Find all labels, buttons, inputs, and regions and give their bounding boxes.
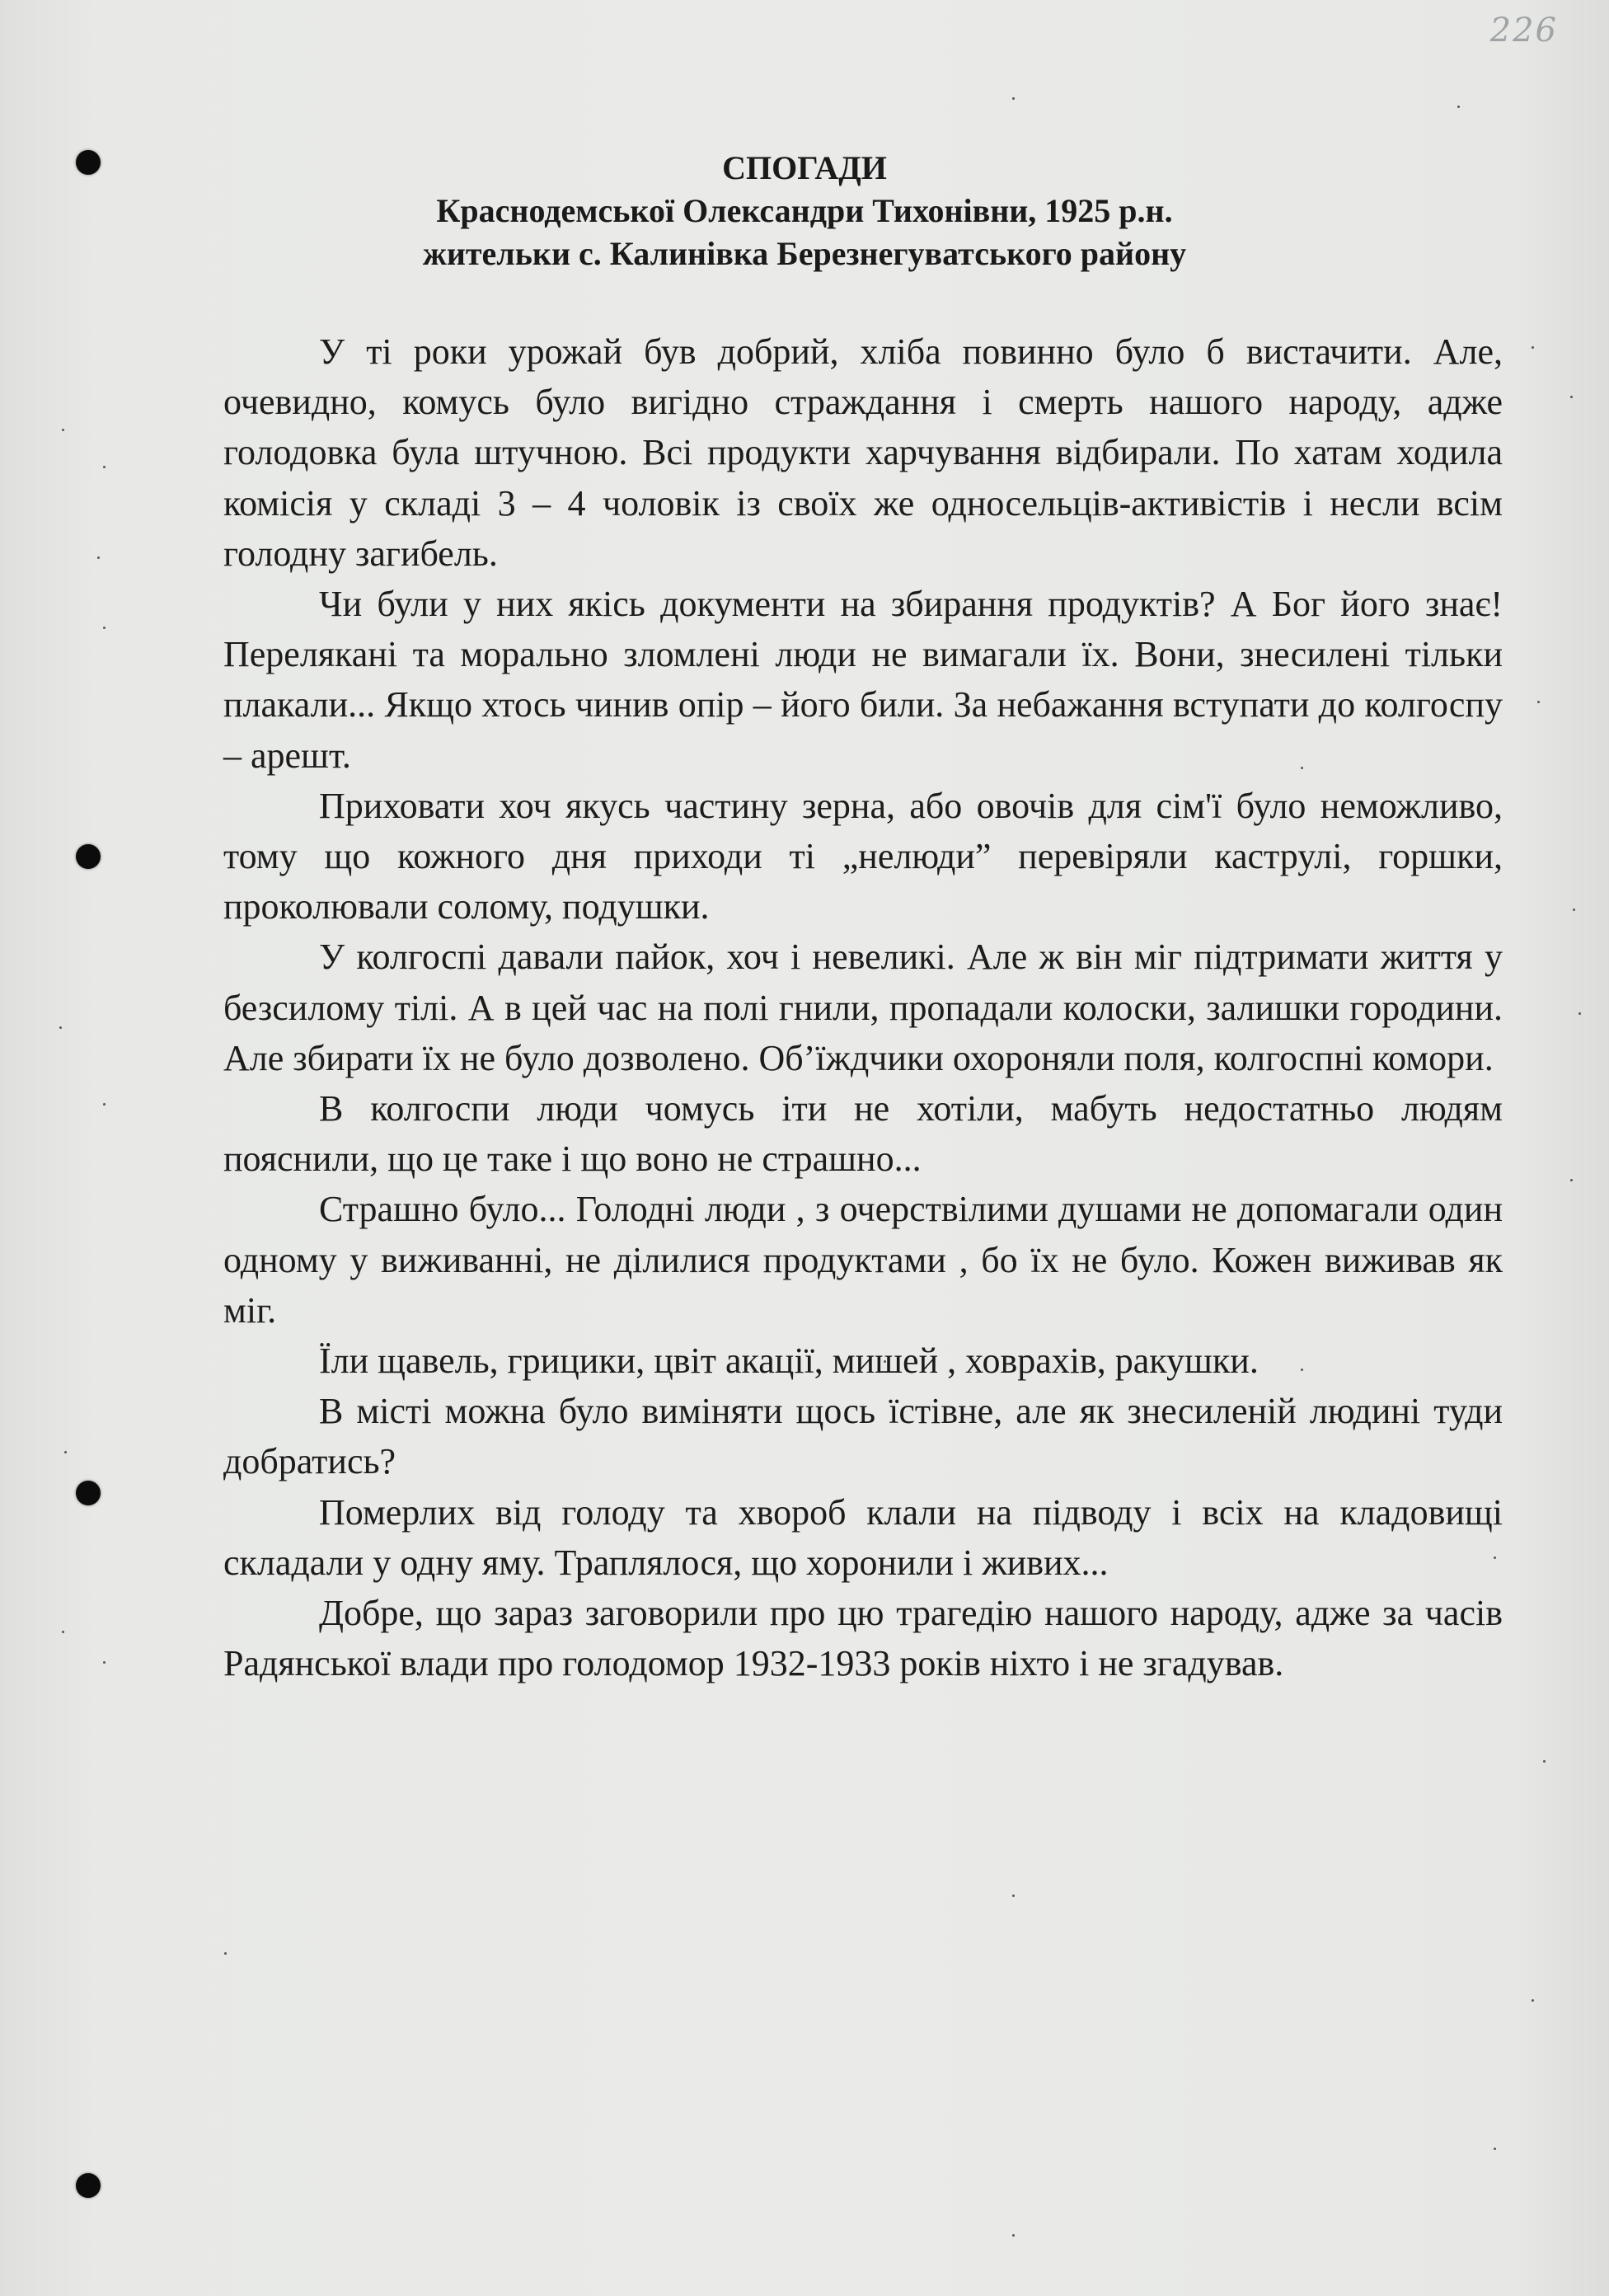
paragraph: Чи були у них якісь документи на збирання продуктів? А Бог його знає! Перелякані та морально зломлені люди не вимагали їх. Вони, знесилені тільки плакали... Якщо хтось чинив опір – його били. За небажання вступати до колгоспу – арешт.: [223, 584, 1503, 776]
scan-speck: [1012, 97, 1015, 100]
document-body: [223, 326, 1503, 1688]
scan-speck: [1532, 346, 1534, 349]
author-line: Краснодемської Олександри Тихонівни, 1925 р.н.: [436, 192, 1173, 229]
scan-speck: [1457, 106, 1460, 108]
scan-speck: [1494, 2148, 1496, 2150]
paragraph: В колгоспи люди чомусь іти не хотіли, мабуть недостатньо людям пояснили, що це таке і що воно не страшно...: [223, 1088, 1503, 1180]
punch-hole: [76, 844, 101, 869]
scan-speck: [103, 1103, 106, 1106]
scan-speck: [1573, 909, 1575, 911]
scan-speck: [1579, 1012, 1581, 1015]
scan-speck: [1537, 701, 1540, 703]
scan-speck: [1570, 396, 1573, 398]
paragraph: Їли щавель, грицики, цвіт акації, мишей , ховрахів, ракушки.: [319, 1341, 1259, 1382]
scan-speck: [62, 1631, 64, 1633]
paragraph: Померлих від голоду та хвороб клали на підводу і всіх на кладовищі складали у одну яму. Траплялося, що хоронили і живих...: [223, 1491, 1503, 1583]
scan-speck: [62, 429, 64, 431]
paragraph: В місті можна було виміняти щось їстівне, але як знесиленій людині туди добратись?: [223, 1391, 1503, 1482]
residence-line: жительки с. Калинівка Березнегуватського району: [422, 235, 1187, 272]
scan-speck: [1532, 1999, 1534, 2002]
scan-speck: [1012, 1895, 1015, 1897]
scan-speck: [1012, 2234, 1015, 2237]
scan-speck: [103, 1661, 106, 1664]
scan-speck: [103, 466, 106, 468]
punch-hole: [76, 1481, 101, 1505]
paragraph: У ті роки урожай був добрий, хліба повинно було б вистачити. Але, очевидно, комусь було вигідно страждання і смерть нашого народу, адже голодовка була штучною. Всі продукти харчування відбирали. По хатам ходила комісія у складі 3 – 4 чоловік із своїх же односельців-активістів і несли всім голодну загибель.: [223, 331, 1503, 574]
scan-speck: [64, 1451, 67, 1453]
scan-speck: [59, 1026, 62, 1029]
scan-speck: [224, 1952, 227, 1955]
page-number: 226: [1489, 12, 1558, 49]
paragraph: Добре, що зараз заговорили про цю трагедію нашого народу, адже за часів Радянської влади про голодомор 1932-1933 років ніхто і не згадував.: [223, 1593, 1503, 1684]
punch-hole: [76, 2173, 101, 2198]
document-header: [0, 147, 1609, 275]
scan-speck: [97, 556, 100, 559]
scan-speck: [103, 627, 106, 629]
scan-speck: [1543, 1760, 1546, 1763]
paragraph: Страшно було... Голодні люди , з очерствілими душами не допомагали один одному у виживанні, не ділилися продуктами , бо їх не було. Кожен виживав як міг.: [223, 1189, 1503, 1331]
scan-speck: [1570, 1179, 1573, 1181]
paragraph: Приховати хоч якусь частину зерна, або овочів для сім'ї було неможливо, тому що кожного дня приходи ті „нелюди” перевіряли каструлі, горшки, проколювали солому, подушки.: [223, 785, 1503, 927]
paragraph: У колгоспі давали пайок, хоч і невеликі. Але ж він міг підтримати життя у безсилому тілі. А в цей час на полі гнили, пропадали колоски, залишки городини. Але збирати їх не було дозволено. Об’їждчики охороняли поля, колгоспні комори.: [223, 937, 1503, 1078]
document-title: СПОГАДИ: [722, 149, 887, 186]
